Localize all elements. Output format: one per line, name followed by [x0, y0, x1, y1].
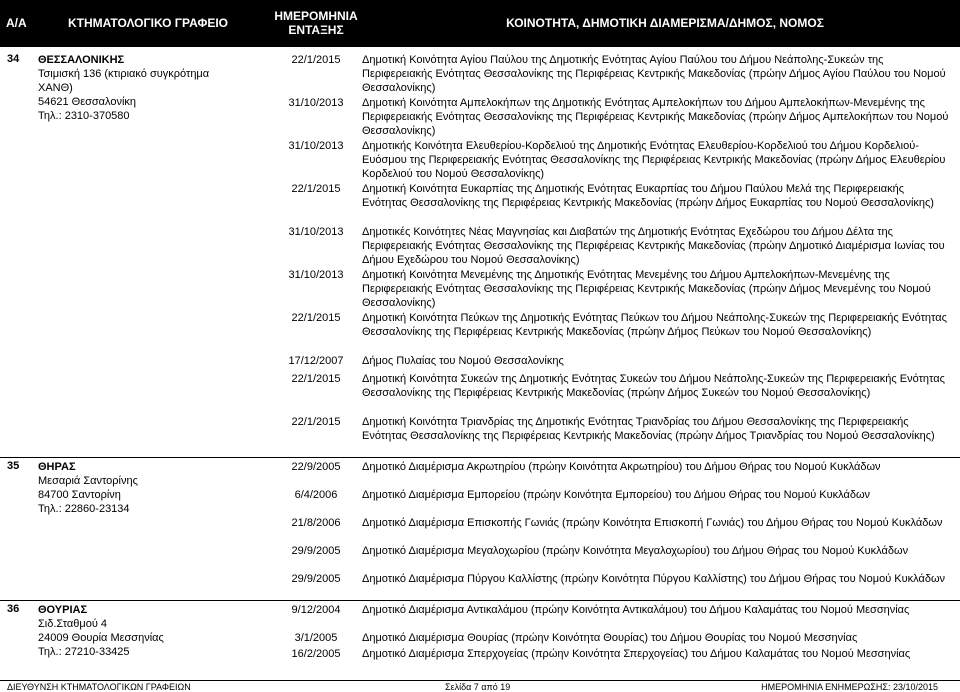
entry-area: Δημοτική Κοινότητα Αγίου Παύλου της Δημοτικής Ενότητας Αγίου Παύλου του Δήμου Νεάπολης-Συκεών της Περιφερειακής Ενότητας Θεσσαλονίκης της Περιφέρειας Κεντρικής Μακεδονίας (πρώην Δήμος Αγίου Παύλου του Νομού Θεσσαλονίκης): [362, 54, 946, 94]
office-name: ΘΕΣΣΑΛΟΝΙΚΗΣ: [38, 54, 125, 66]
entry-area: Δημοτική Κοινότητα Συκεών της Δημοτικής Ενότητας Συκεών του Δήμου Νεάπολης-Συκεών της Περιφερειακής Ενότητας Θεσσαλονίκης της Περιφέρειας Κεντρικής Μακεδονίας (πρώην Δήμος Συκεών του Νομού Θεσσαλονίκης): [362, 373, 945, 399]
entry-date: 29/9/2005: [291, 545, 341, 557]
office-details: [38, 460, 258, 516]
office-phone: Τηλ.: 22860-23134: [38, 503, 130, 515]
office-divider: [0, 457, 960, 458]
entry-area: Δημοτικής Κοινότητα Ελευθερίου-Κορδελιού της Δημοτικής Ενότητας Ελευθερίου-Κορδελιού του Δήμου Κορδελιού-Ευόσμου της Περιφερειακής Ενότητας Θεσσαλονίκης της Περιφέρειας Κεντρικής Μακεδονίας (πρώην Δήμος Ελευθερίου Κορδελιού του Νομού Θεσσαλονίκης): [362, 140, 946, 180]
entry-area: Δήμος Πυλαίας του Νομού Θεσσαλονίκης: [362, 355, 564, 367]
entry-area: Δημοτικό Διαμέρισμα Θουρίας (πρώην Κοινότητα Θουρίας) του Δήμου Θουρίας του Νομού Μεσσηνίας: [362, 632, 858, 644]
entry-area: Δημοτικό Διαμέρισμα Σπερχογείας (πρώην Κοινότητα Σπερχογείας) του Δήμου Καλαμάτας του Νομού Μεσσηνίας: [362, 648, 911, 660]
entry-date: 9/12/2004: [291, 604, 341, 616]
entry-date: 31/10/2013: [288, 140, 344, 152]
footer-department: ΔΙΕΥΘΥΝΣΗ ΚΤΗΜΑΤΟΛΟΓΙΚΩΝ ΓΡΑΦΕΙΩΝ: [7, 682, 191, 692]
entry-date: 3/1/2005: [294, 632, 338, 644]
office-address: Σιδ.Σταθμού 4: [38, 618, 108, 630]
entry-date: 31/10/2013: [288, 269, 344, 281]
header-date: [258, 9, 374, 37]
entry-area: Δημοτικό Διαμέρισμα Εμπορείου (πρώην Κοινότητα Εμπορείου) του Δήμου Θήρας του Νομού Κυκλάδων: [362, 489, 871, 501]
header-aa: Α/Α: [6, 16, 27, 30]
header-area: ΚΟΙΝΟΤΗΤΑ, ΔΗΜΟΤΙΚΗ ΔΙΑΜΕΡΙΣΜΑ/ΔΗΜΟΣ, ΝΟΜΟΣ: [506, 16, 824, 30]
entry-date: 17/12/2007: [288, 355, 344, 367]
entry-date: 31/10/2013: [288, 226, 344, 238]
entry-date: 21/8/2006: [291, 517, 341, 529]
entry-date: 22/1/2015: [291, 183, 341, 195]
entry-area: Δημοτική Κοινότητα Τριανδρίας της Δημοτικής Ενότητας Τριανδρίας του Δήμου Θεσσαλονίκης της Περιφερειακής Ενότητας Θεσσαλονίκης της Περιφέρειας Κεντρικής Μακεδονίας (πρώην Δήμος Τριανδρίας του Νομού Θεσσαλονίκης): [362, 416, 935, 442]
entry-date: 22/1/2015: [291, 312, 341, 324]
entry-date: 6/4/2006: [294, 489, 338, 501]
header-date-line1: ΗΜΕΡΟΜΗΝΙΑ: [274, 9, 358, 23]
entry-area: Δημοτική Κοινότητα Ευκαρπίας της Δημοτικής Ενότητας Ευκαρπίας του Δήμου Παύλου Μελά της Περιφερειακής Ενότητας Θεσσαλονίκης της Περιφέρειας Κεντρικής Μακεδονίας (πρώην Δήμος Ευκαρπίας του Νομού Θεσσαλονίκης): [362, 183, 934, 209]
entry-date: 22/9/2005: [291, 461, 341, 473]
entry-date: 31/10/2013: [288, 97, 344, 109]
entry-date: 22/1/2015: [291, 54, 341, 66]
office-details: [38, 603, 258, 659]
page-footer: [0, 680, 960, 692]
header-office: ΚΤΗΜΑΤΟΛΟΓΙΚΟ ΓΡΑΦΕΙΟ: [68, 16, 228, 30]
office-phone: Τηλ.: 2310-370580: [38, 110, 130, 122]
table-body: [0, 47, 960, 680]
entry-area: Δημοτικό Διαμέρισμα Αντικαλάμου (πρώην Κοινότητα Αντικαλάμου) του Δήμου Καλαμάτας του Νομού Μεσσηνίας: [362, 604, 910, 616]
office-address: Τσιμισκή 136 (κτιριακό συγκρότημα: [38, 68, 210, 80]
entry-area: Δημοτικό Διαμέρισμα Επισκοπής Γωνιάς (πρώην Κοινότητα Επισκοπή Γωνιάς) του Δήμου Θήρας του Νομού Κυκλάδων: [362, 517, 943, 529]
entry-date: 22/1/2015: [291, 416, 341, 428]
office-city: 84700 Σαντορίνη: [38, 489, 121, 501]
office-address: Μεσαριά Σαντορίνης: [38, 475, 138, 487]
office-divider: [0, 600, 960, 601]
office-name: ΘΟΥΡΙΑΣ: [38, 604, 88, 616]
entry-area: Δημοτικό Διαμέρισμα Μεγαλοχωρίου (πρώην Κοινότητα Μεγαλοχωρίου) του Δήμου Θήρας του Νομού Κυκλάδων: [362, 545, 909, 557]
office-address: ΧΑΝΘ): [38, 82, 73, 94]
office-details: [38, 53, 258, 123]
footer-update-date: ΗΜΕΡΟΜΗΝΙΑ ΕΝΗΜΕΡΩΣΗΣ: 23/10/2015: [761, 682, 938, 692]
office-city: 24009 Θουρία Μεσσηνίας: [38, 632, 164, 644]
footer-page-number: Σελίδα 7 από 19: [445, 682, 511, 692]
header-date-line2: ΕΝΤΑΞΗΣ: [288, 23, 344, 37]
office-phone: Τηλ.: 27210-33425: [38, 646, 130, 658]
entry-date: 16/2/2005: [291, 648, 341, 660]
entry-area: Δημοτικό Διαμέρισμα Πύργου Καλλίστης (πρώην Κοινότητα Πύργου Καλλίστης) του Δήμου Θήρας του Νομού Κυκλάδων: [362, 573, 946, 585]
office-city: 54621 Θεσσαλονίκη: [38, 96, 137, 108]
office-name: ΘΗΡΑΣ: [38, 461, 76, 473]
entry-date: 29/9/2005: [291, 573, 341, 585]
entry-area: Δημοτικό Διαμέρισμα Ακρωτηρίου (πρώην Κοινότητα Ακρωτηρίου) του Δήμου Θήρας του Νομού Κυκλάδων: [362, 461, 881, 473]
office-number: 34: [7, 53, 20, 65]
entry-area: Δημοτική Κοινότητα Μενεμένης της Δημοτικής Ενότητας Μενεμένης του Δήμου Αμπελοκήπων-Μενεμένης της Περιφερειακής Ενότητας Θεσσαλονίκης της Περιφέρειας Κεντρικής Μακεδονίας (πρώην Δήμος Μενεμένης του Νομού Θεσσαλονίκης): [362, 269, 931, 309]
entry-area: Δημοτική Κοινότητα Αμπελοκήπων της Δημοτικής Ενότητας Αμπελοκήπων του Δήμου Αμπελοκήπων-Μενεμένης της Περιφερειακής Ενότητας Θεσσαλονίκης της Περιφέρειας Κεντρικής Μακεδονίας (πρώην Δήμος Αμπελοκήπων του Νομού Θεσσαλονίκης): [362, 97, 949, 137]
table-header: [0, 0, 960, 47]
entry-area: Δημοτική Κοινότητα Πεύκων της Δημοτικής Ενότητας Πεύκων του Δήμου Νεάπολης-Συκεών της Περιφερειακής Ενότητας Θεσσαλονίκης της Περιφέρειας Κεντρικής Μακεδονίας (πρώην Δήμος Πεύκων του Νομού Θεσσαλονίκης): [362, 312, 947, 338]
office-number: 36: [7, 603, 20, 615]
entry-area: Δημοτικές Κοινότητες Νέας Μαγνησίας και Διαβατών της Δημοτικής Ενότητας Εχεδώρου του Δήμου Δέλτα της Περιφερειακής Ενότητας Θεσσαλονίκης της Περιφέρειας Κεντρικής Μακεδονίας (πρώην Δημοτικό Διαμέρισμα Ιωνίας του Δήμου Εχεδώρου του Νομού Θεσσαλονίκης): [362, 226, 945, 266]
office-number: 35: [7, 460, 20, 472]
entry-date: 22/1/2015: [291, 373, 341, 385]
